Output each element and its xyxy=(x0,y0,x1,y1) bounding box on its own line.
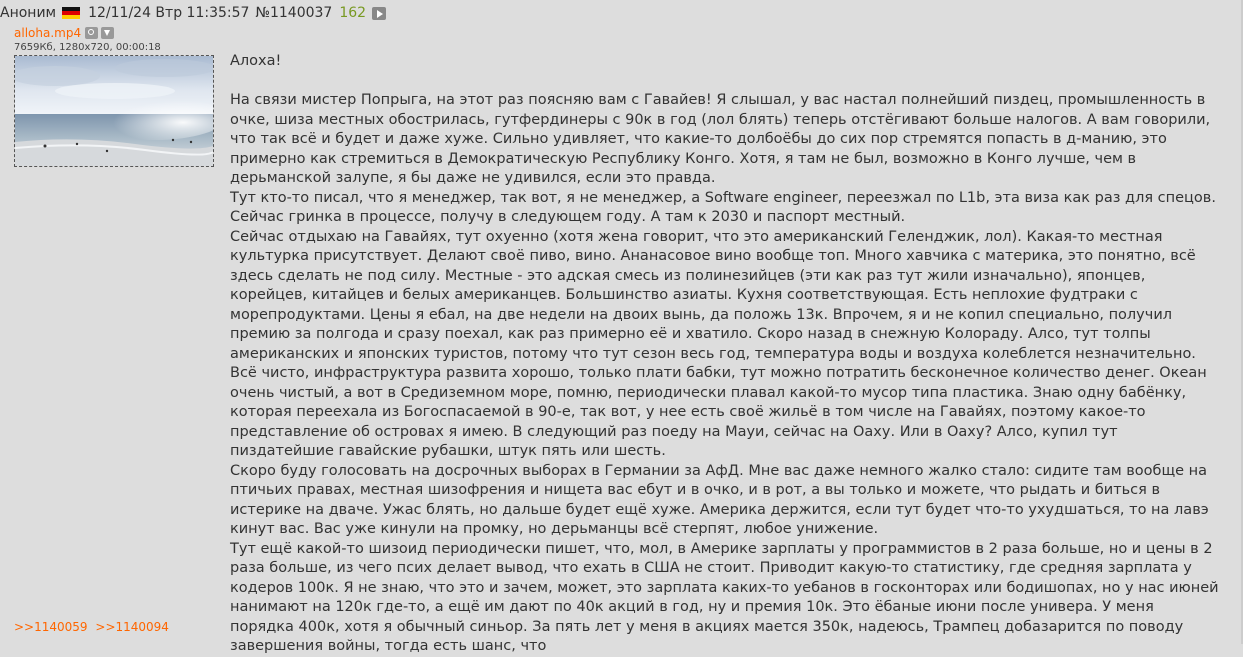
message-paragraph: Сейчас отдыхаю на Гавайях, тут охуенно (хотя жена говорит, что это американский Геленджик, лол). Какая-то местная культурка присутствует. Делают своё пиво, вино. Ананасовое вино вообще топ. Много хавчика с материка, это понятно, всё здесь сделать не под силу. Местные - это адская смесь из полинезийцев (эти как раз тут жили изначально), японцев, корейцев, китайцев и белых американцев. Большинство азиаты. Кухня соответствующая. Есть неплохие фудтраки с морепродуктами. Цены я ебал, на две недели на двоих вынь, да положь 13к. Впрочем, я и не копил специально, получил премию за полгода и сразу поехал, как раз примерно её и хватило. Скоро назад в снежную Колораду. Алсо, тут толпы американских и японских туристов, потому что тут сезон весь год, температура воды и воздуха колеблется незначительно. Всё чисто, инфраструктура развита хорошо, только плати бабки, тут можно потратить бесконечное количество денег. Океан очень чистый, а вот в Средиземном море, помню, периодически плавал какой-то мусор типа пластика. Знаю одну бабёнку, которая переехала из Богоспасаемой в 90-е, так вот, у нее есть своё жильё в том числе на Гавайях, поэтому какое-то представление об островах я имею. В следующий раз поеду на Мауи, сейчас на Оаху. Или в Оаху? Алсо, купил тут пиздатейшие гавайские рубашки, штук пять или шесть. xyxy=(230,228,1207,459)
search-icon[interactable] xyxy=(85,27,98,39)
file-name-link[interactable]: alloha.mp4 xyxy=(14,25,82,40)
message-paragraph: Тут кто-то писал, что я менеджер, так вот, я не менеджер, а Software engineer, переезжал по L1b, эта виза как раз для спецов. Сейчас гринка в процессе, получу в следующем году. А там к 2030 и паспорт местный. xyxy=(230,189,1216,225)
download-icon[interactable] xyxy=(101,27,114,39)
video-thumbnail[interactable] xyxy=(14,55,214,167)
file-info xyxy=(14,25,117,40)
reply-links xyxy=(14,620,173,634)
post-details xyxy=(0,4,386,22)
post-datetime: 12/11/24 Втр 11:35:57 xyxy=(88,5,250,21)
message-paragraph: Тут ещё какой-то шизоид периодически пишет, что, мол, в Америке зарплаты у программистов в 2 раза больше, но и цены в 2 раза больше, из чего псих делает вывод, что ехать в США не стоит. Приводит какую-то статистику, где средняя зарплата у кодеров 100к. Я не знаю, что это и зачем, может, это зарплата каких-то уебанов в госконторах или бодишопах, но у нас июней нанимают на 120к где-то, а ещё им дают по 40к акций в год, ну и премия 10к. Это ёбаные июни после универа. У меня порядка 400к, хотя я обычный синьор. За пять лет у меня в акциях мается 350к, надеюсь, Трампец добазарится по поводу завершения войны, тогда есть шанс, что xyxy=(230,540,1219,654)
beach-thumbnail-image xyxy=(15,56,213,166)
file-meta: 7659Кб, 1280x720, 00:00:18 xyxy=(14,42,161,53)
germany-flag-icon xyxy=(62,7,80,19)
poster-name: Аноним xyxy=(0,5,57,21)
message-paragraph: На связи мистер Попрыга, на этот раз поясняю вам с Гавайев! Я слышал, у вас настал полнейший пиздец, промышленность в очке, шиза местных обострилась, гутфердинеры с 90к в год (лол блять) теперь отстёгивают больше налогов. А вам говорили, что так всё и будет и даже хуже. Сильно удивляет, что какие-то долбоёбы до сих пор стремятся попасть в д-манию, это примерно как стремиться в Демократическую Республику Конго. Хотя, я там не был, возможно в Конго лучше, чем в дерьманской залупе, я бы даже не удивился, если это правда. xyxy=(230,92,1211,186)
message-paragraph: Скоро буду голосовать на досрочных выборах в Германии за АфД. Мне вас даже немного жалко стало: сидите там вообще на птичьих правах, местная шизофрения и нищета вас ебут и в очко, и в рот, а вы только и можете, что рыдать и биться в истерике на дваче. Ужас блять, но дальше будет ещё хуже. Америка держится, если тут будет что-то ухудшаться, то на лавэ кинут вас. Вас уже кинули на промку, но дерьманцы всё стерпят, любое унижение. xyxy=(230,462,1209,537)
post-counter: 162 xyxy=(339,5,367,21)
message-greeting: Алоха! xyxy=(230,53,282,69)
reply-link[interactable]: >>1140059 xyxy=(14,620,88,634)
post-number[interactable]: №1140037 xyxy=(255,5,333,21)
reply-link[interactable]: >>1140094 xyxy=(95,620,169,634)
post-message xyxy=(230,52,1220,657)
play-icon[interactable] xyxy=(372,7,386,20)
